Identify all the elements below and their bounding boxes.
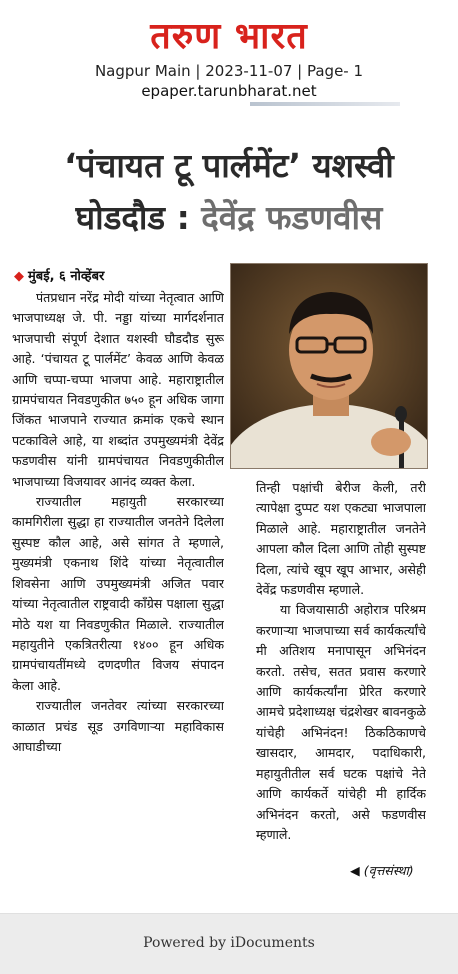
newspaper-logo[interactable] [104, 14, 354, 58]
paragraph: राज्यातील महायुती सरकारच्या कामगिरीला सुद्धा हा राज्यातील जनतेने दिलेला सुस्पष्ट कौल आहे, असे सांगत ते म्हणाले, मुख्यमंत्री एकनाथ शिंदे यांच्या नेतृत्वातील शिवसेना आणि उपमुख्यमंत्री अजित पवार यांच्या नेतृत्वातील राष्ट्रवादी काँग्रेस पक्षाला सुद्धा मोठे यश या निवडणुकीत मिळाले. राज्यातील महायुतीने एकत्रितरीत्या १४०० हून अधिक ग्रामपंचायतींमध्ये दणदणीत विजय संपादन केला आहे. [12, 494, 224, 693]
credit-text: (वृत्तसंस्था) [363, 863, 414, 878]
edition-line: Nagpur Main | 2023-11-07 | Page- 1 [94, 62, 364, 80]
site-url[interactable]: epaper.tarunbharat.net [141, 82, 317, 100]
article-column-left [12, 288, 224, 888]
article-photo [230, 263, 428, 469]
clipping-edge [250, 102, 400, 106]
portrait-image [231, 264, 428, 469]
footer-bar [0, 913, 458, 974]
arrow-left-icon: ◀ [350, 863, 360, 878]
paragraph: तिन्ही पक्षांची बेरीज केली, तरी त्यापेक्षा दुप्पट यश एकट्या भाजपाला मिळाले आहे. महाराष्ट्रातील जनतेने आपला कौल दिला आणि तोही सुस्पष्ट दिला, त्यांचे खूप खूप आभार, असेही देवेंद्र फडणवीस म्हणाले. [256, 480, 426, 598]
powered-by-text[interactable]: Powered by iDocuments [143, 935, 315, 951]
paragraph: या विजयासाठी अहोरात्र परिश्रम करणाऱ्या भाजपाच्या सर्व कार्यकर्त्यांचे मी अतिशय मनापासून अभिनंदन करतो. तसेच, सतत प्रवास करणारे आणि कार्यकर्त्यांना प्रेरित करणारे आमचे प्रदेशाध्यक्ष चंद्रशेखर बावनकुळे यांचेही अभिनंदन! ठिकठिकाणचे खासदार, आमदार, पदाधिकारी, महायुतीतील सर्व घटक पक्षांचे नेते आणि कार्यकर्ते यांचेही मी हार्दिक अभिनंदन करतो, असे फडणवीस म्हणाले. [256, 602, 426, 842]
headline-part-2: देवेंद्र फडणवीस [201, 198, 383, 237]
dateline [14, 266, 104, 284]
logo-text: तरुण भारत [150, 16, 308, 57]
masthead [0, 14, 458, 60]
article-column-right [256, 478, 426, 886]
dateline-text: मुंबई, ६ नोव्हेंबर [28, 269, 105, 284]
paragraph: राज्यातील जनतेवर त्यांच्या सरकारच्या काळात प्रचंड सूड उगविणाऱ्या महाविकास आघाडीच्या [12, 698, 224, 754]
bullet-icon: ◆ [14, 269, 24, 284]
headline-separator: : [165, 198, 202, 237]
headline-part-1: ‘पंचायत टू पार्लमेंट’ यशस्वी घोडदौड [64, 146, 394, 237]
article-headline [14, 140, 444, 244]
paragraph: पंतप्रधान नरेंद्र मोदी यांच्या नेतृत्वात आणि भाजपाध्यक्ष जे. पी. नड्डा यांच्या मार्गदर्शनात भाजपाची संपूर्ण देशात यशस्वी घौडदौड सुरू आहे. ‘पंचायत टू पार्लमेंट’ केवळ आणि केवळ आणि चप्पा-चप्पा भाजपा आहे. महाराष्ट्रातील ग्रामपंचायत निवडणुकीत ७५० हून अधिक जागा जिंकत भाजपाने राज्यात क्रमांक एकचे स्थान पटकाविले आहे, या शब्दांत उपमुख्यमंत्री देवेंद्र फडणवीस यांनी ग्रामपंचायत निवडणुकीतील भाजपाच्या विजयावर आनंद व्यक्त केला. [12, 290, 224, 489]
news-agency-credit [350, 862, 414, 879]
